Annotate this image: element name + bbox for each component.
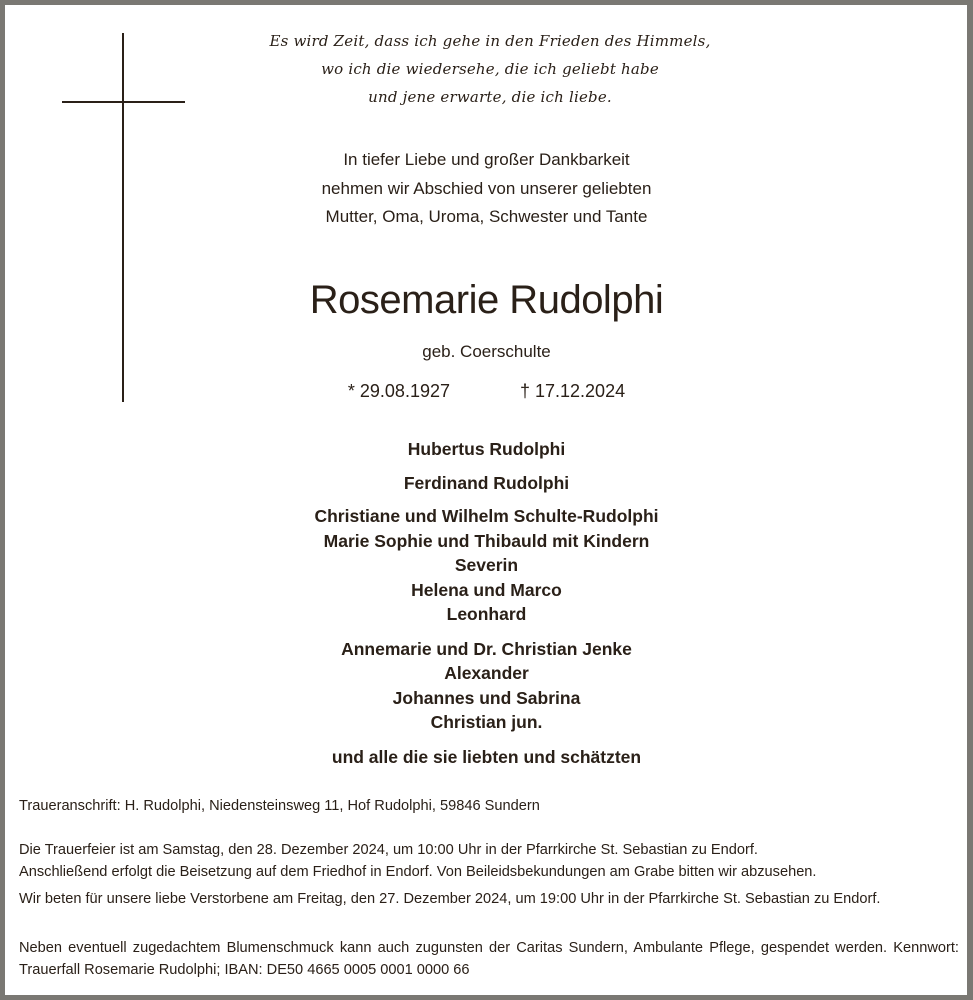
verse-line: Es wird Zeit, dass ich gehe in den Frieden des Himmels, (269, 32, 711, 50)
mourner-line: Hubertus Rudolphi (407, 439, 566, 459)
mourner-group (0, 504, 973, 627)
funeral-line: Anschließend erfolgt die Beisetzung auf dem Friedhof in Endorf. Von Beileidsbekundungen am Grabe bitten wir abzusehen. (19, 863, 817, 880)
mourner-line: Johannes und Sabrina (392, 687, 581, 708)
intro-line: In tiefer Liebe und großer Dankbarkeit (343, 150, 630, 169)
donation-info: Neben eventuell zugedachtem Blumenschmuck kann auch zugunsten der Caritas Sundern, Ambulante Pflege, gespendet werden. Kennwort: Trauerfall Rosemarie Rudolphi; IBAN: DE50 4665 0005 0001 0000 66 (19, 940, 959, 978)
mourner-line: Helena und Marco (411, 579, 562, 600)
mourner-line: Christiane und Wilhelm Schulte-Rudolphi (314, 506, 659, 526)
mourner-group (0, 437, 973, 462)
funeral-line: Die Trauerfeier ist am Samstag, den 28. Dezember 2024, um 10:00 Uhr in der Pfarrkirche St. Sebastian zu Endorf. (19, 842, 758, 858)
birth-date: * 29.08.1927 (347, 381, 450, 401)
mourner-line: Alexander (444, 663, 529, 683)
birth-name: geb. Coerschulte (422, 342, 551, 361)
deceased-name: Rosemarie Rudolphi (309, 278, 664, 322)
verse-line: wo ich die wiedersehe, die ich geliebt habe (321, 60, 659, 78)
mourner-line: Marie Sophie und Thibauld mit Kindern (323, 530, 650, 551)
funeral-info (19, 840, 959, 883)
death-date: † 17.12.2024 (519, 381, 626, 401)
mourner-closing (0, 745, 973, 770)
life-dates (0, 379, 973, 403)
mourner-group (0, 471, 973, 496)
mourner-line: Severin (454, 555, 519, 575)
mourners-list (0, 437, 973, 778)
mourning-address: Traueranschrift: H. Rudolphi, Niedensteinsweg 11, Hof Rudolphi, 59846 Sundern (19, 798, 540, 814)
mourner-line: Ferdinand Rudolphi (403, 472, 570, 493)
prayer-info: Wir beten für unsere liebe Verstorbene am Freitag, den 27. Dezember 2024, um 19:00 Uhr in der Pfarrkirche St. Sebastian zu Endorf. (19, 891, 881, 907)
mourner-line: Annemarie und Dr. Christian Jenke (341, 638, 632, 659)
mourner-line: Leonhard (446, 604, 527, 624)
intro-line: Mutter, Oma, Uroma, Schwester und Tante (325, 207, 648, 226)
verse (240, 27, 740, 111)
intro-line: nehmen wir Abschied von unserer geliebten (321, 178, 652, 198)
mourner-line: Christian jun. (430, 712, 543, 732)
intro-text (0, 146, 973, 232)
verse-line: und jene erwarte, die ich liebe. (368, 88, 612, 106)
mourner-line: und alle die sie liebten und schätzten (331, 746, 642, 767)
cross-icon-horizontal (62, 101, 185, 103)
mourner-group (0, 637, 973, 735)
